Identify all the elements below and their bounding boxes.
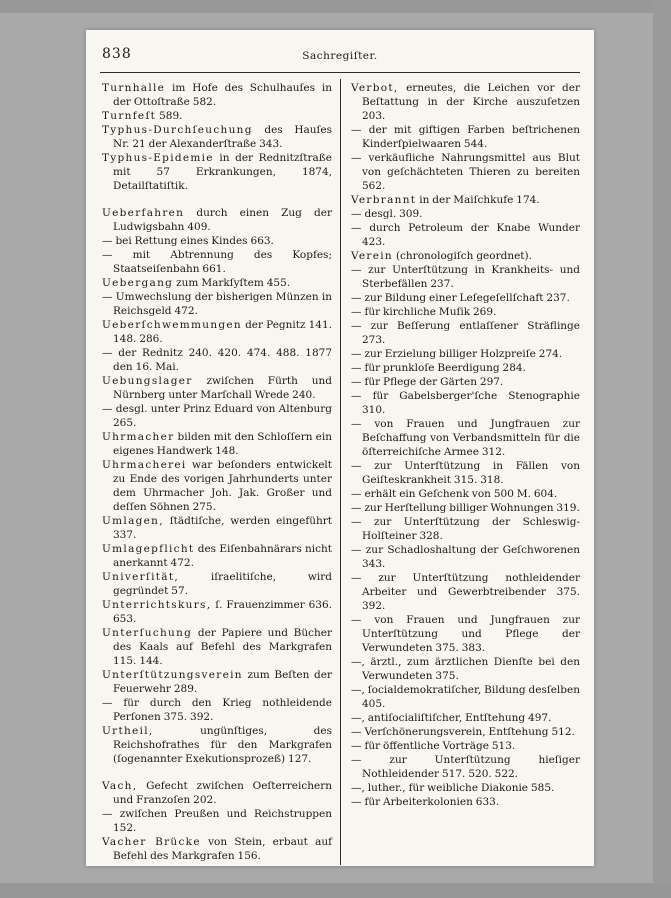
index-entry: [102, 458, 332, 514]
index-entry: [351, 123, 580, 151]
scan-edge-right: [653, 0, 671, 898]
index-entry: [102, 514, 332, 542]
index-entry: [102, 402, 332, 430]
entry-text: — bei Rettung eines Kindes 663.: [102, 235, 274, 247]
index-entry: [351, 571, 580, 613]
index-entry: [351, 263, 580, 291]
entry-headword: Vach,: [102, 780, 138, 792]
entry-text: in der Rednitzſtraße mit 57 Erkrankungen, 1874, Detailſtatiſtik.: [113, 152, 332, 192]
entry-headword: Vacher Brücke: [102, 836, 201, 848]
entry-text: in der Maiſchkufe 174.: [416, 194, 540, 206]
scan-edge-top: [0, 0, 671, 13]
index-entry: [351, 543, 580, 571]
entry-headword: Unterſuchung: [102, 627, 193, 639]
page-title: Sachregiſter.: [302, 50, 378, 62]
index-entry: [351, 781, 580, 795]
index-entry: [351, 725, 580, 739]
index-entry: [102, 248, 332, 276]
index-entry: [102, 206, 332, 234]
entry-text: — durch Petroleum der Knabe Wunder 423.: [351, 222, 580, 248]
index-entry: [351, 795, 580, 809]
entry-text: Gefecht zwiſchen Oeſterreichern und Franzoſen 202.: [113, 780, 332, 806]
entry-text: — desgl. 309.: [351, 208, 423, 220]
entry-text: durch einen Zug der Ludwigsbahn 409.: [113, 207, 332, 233]
index-entry: [351, 501, 580, 515]
entry-text: erneutes, die Leichen vor der Beſtattung in der Kirche auszuſetzen 203.: [362, 82, 580, 122]
index-entry: [351, 221, 580, 249]
entry-headword: Unterrichtskurs,: [102, 599, 212, 611]
entry-headword: Verein: [351, 250, 393, 262]
entry-text: — für Pflege der Gärten 297.: [351, 376, 504, 388]
index-entry: [102, 542, 332, 570]
entry-text: im Hofe des Schulhauſes in der Ottoſtraße 582.: [113, 82, 332, 108]
entry-headword: Turnfeſt: [102, 110, 157, 122]
entry-text: — zwiſchen Preußen und Reichstruppen 152.: [102, 808, 332, 834]
index-entry: [351, 711, 580, 725]
index-entry: [102, 318, 332, 346]
page-header: [98, 46, 582, 68]
entry-text: — zur Unterſtützung in Fällen von Geiſteskrankheit 315. 318.: [351, 460, 580, 486]
entry-text: — zur Schadloshaltung der Geſchworenen 343.: [351, 544, 580, 570]
entry-headword: Unterſtützungsverein: [102, 669, 243, 681]
entry-text: — erhält ein Geſchenk von 500 M. 604.: [351, 488, 558, 500]
entry-text: ſ. Frauenzimmer 636. 653.: [113, 599, 332, 625]
entry-headword: Uhrmacher: [102, 431, 175, 443]
entry-headword: Uhrmacherei: [102, 459, 187, 471]
index-entry: [102, 807, 332, 835]
index-entry: [351, 305, 580, 319]
entry-text: bilden mit den Schloſſern ein eigenes Handwerk 148.: [113, 431, 332, 457]
entry-text: des Hauſes Nr. 21 der Alexanderſtraße 343.: [113, 124, 332, 150]
entry-headword: Urtheil,: [102, 725, 154, 737]
index-entry: [351, 739, 580, 753]
entry-text: — Umwechslung der bisherigen Münzen in Reichsgeld 472.: [102, 291, 332, 317]
index-entry: [102, 151, 332, 193]
index-entry: [102, 109, 332, 123]
index-entry: [102, 276, 332, 290]
entry-text: ſtädtiſche, werden eingeführt 337.: [113, 515, 332, 541]
entry-headword: Verbrannt: [351, 194, 417, 206]
index-entry: [102, 234, 332, 248]
index-entry: [351, 655, 580, 683]
index-entry: [102, 290, 332, 318]
header-rule: [100, 72, 580, 73]
entry-headword: Umlagen,: [102, 515, 164, 527]
entry-text: — zur Beſſerung entlaſſener Sträflinge 273.: [351, 320, 580, 346]
index-entry: [102, 81, 332, 109]
entry-text: des Eiſenbahnärars nicht anerkannt 472.: [113, 543, 332, 569]
index-entry: [351, 361, 580, 375]
right-column: [340, 79, 582, 865]
entry-text: — zur Unterſtützung der Schleswig-Holſteiner 328.: [351, 516, 580, 542]
entry-text: — mit Abtrennung des Kopfes; Staatseiſenbahn 661.: [102, 249, 332, 275]
page-number: 838: [102, 46, 132, 62]
entry-text: war beſonders entwickelt zu Ende des vorigen Jahrhunderts unter dem Uhrmacher Joh. Jak. Großer und deſſen Söhnen 275.: [113, 459, 332, 513]
index-entry: [351, 193, 580, 207]
index-entry: [351, 347, 580, 361]
entry-text: — Verſchönerungsverein, Entſtehung 512.: [351, 726, 575, 738]
entry-text: (chronologiſch geordnet).: [393, 250, 532, 262]
index-entry: [351, 375, 580, 389]
entry-text: zwiſchen Fürth und Nürnberg unter Marſchall Wrede 240.: [113, 375, 332, 401]
index-entry: [102, 570, 332, 598]
index-entry: [102, 598, 332, 626]
entry-text: — zur Unterſtützung in Krankheits- und Sterbefällen 237.: [351, 264, 580, 290]
index-entry: [351, 683, 580, 711]
entry-text: —, antiſocialiſtiſcher, Entſtehung 497.: [351, 712, 552, 724]
entry-text: zum Markſyſtem 455.: [173, 277, 291, 289]
entry-text: —, luther., für weibliche Diakonie 585.: [351, 782, 555, 794]
index-entry: [351, 753, 580, 781]
index-entry: [102, 779, 332, 807]
entry-text: der Pegnitz 141. 148. 286.: [113, 319, 332, 345]
entry-text: — für Arbeiterkolonien 633.: [351, 796, 500, 808]
entry-text: ungünſtiges, des Reichshofrathes für den Markgrafen (ſogenannter Exekutionsprozeß) 127.: [113, 725, 332, 765]
entry-text: —, ſocialdemokratiſcher, Bildung desſelben 405.: [351, 684, 580, 710]
entry-text: — desgl. unter Prinz Eduard von Altenburg 265.: [102, 403, 332, 429]
entry-text: — zur Unterſtützung hieſiger Nothleidender 517. 520. 522.: [351, 754, 580, 780]
entry-text: — von Frauen und Jungfrauen zur Unterſtützung und Pflege der Verwundeten 375. 383.: [351, 614, 580, 654]
index-entry: [102, 668, 332, 696]
index-entry: [351, 459, 580, 487]
entry-text: — für öffentliche Vorträge 513.: [351, 740, 516, 752]
entry-text: iſraelitiſche, wird gegründet 57.: [113, 571, 332, 597]
entry-text: — von Frauen und Jungfrauen zur Beſchaffung von Verbandsmitteln für die öſterreichiſche Armee 312.: [351, 418, 580, 458]
entry-text: — zur Erzielung billiger Holzpreiſe 274.: [351, 348, 563, 360]
entry-text: — für kirchliche Muſik 269.: [351, 306, 497, 318]
book-page: [86, 30, 594, 866]
entry-text: zum Beſten der Feuerwehr 289.: [113, 669, 332, 695]
index-entry: [351, 613, 580, 655]
scan-edge-bottom: [0, 883, 671, 898]
entry-text: 589.: [156, 110, 183, 122]
index-entry: [351, 81, 580, 123]
entry-text: — für durch den Krieg nothleidende Perſonen 375. 392.: [102, 697, 332, 723]
entry-headword: Uebungslager: [102, 375, 193, 387]
entry-headword: Uebergang: [102, 277, 174, 289]
entry-headword: Univerſität,: [102, 571, 180, 583]
entry-text: — für Gabelsberger'ſche Stenographie 310.: [351, 390, 580, 416]
entry-text: — zur Herſtellung billiger Wohnungen 319.: [351, 502, 580, 514]
entry-text: — der mit giftigen Farben beſtrichenen Kinderſpielwaaren 544.: [351, 124, 580, 150]
index-entry: [351, 207, 580, 221]
index-entry: [102, 374, 332, 402]
entry-text: von Stein, erbaut auf Befehl des Markgrafen 156.: [113, 836, 332, 862]
entry-text: — verkäufliche Nahrungsmittel aus Blut von geſchächteten Thieren zu bereiten 562.: [351, 152, 580, 192]
entry-headword: Turnhalle: [102, 82, 166, 94]
index-entry: [102, 696, 332, 724]
index-entry: [102, 626, 332, 668]
index-entry: [102, 346, 332, 374]
index-entry: [351, 389, 580, 417]
index-columns: [98, 79, 582, 865]
entry-text: — zur Bildung einer Leſegeſellſchaft 237.: [351, 292, 570, 304]
entry-text: —, ärztl., zum ärztlichen Dienſte bei den Verwundeten 375.: [351, 656, 580, 682]
index-entry: [102, 123, 332, 151]
entry-headword: Ueberſchwemmungen: [102, 319, 242, 331]
index-entry: [351, 249, 580, 263]
index-entry: [102, 430, 332, 458]
entry-text: — für prunkloſe Beerdigung 284.: [351, 362, 526, 374]
index-entry: [102, 724, 332, 766]
index-entry: [351, 515, 580, 543]
index-entry: [102, 835, 332, 863]
entry-text: — zur Unterſtützung nothleidender Arbeiter und Gewerbtreibender 375. 392.: [351, 572, 580, 612]
index-entry: [351, 319, 580, 347]
index-entry: [351, 487, 580, 501]
entry-text: — der Rednitz 240. 420. 474. 488. 1877 den 16. Mai.: [102, 347, 332, 373]
entry-headword: Ueberfahren: [102, 207, 185, 219]
entry-headword: Typhus-Epidemie: [102, 152, 214, 164]
index-entry: [351, 417, 580, 459]
index-entry: [351, 151, 580, 193]
entry-text: der Papiere und Bücher des Kaals auf Befehl des Markgrafen 115. 144.: [113, 627, 332, 667]
entry-headword: Umlagepflicht: [102, 543, 195, 555]
left-column: [98, 79, 340, 865]
index-entry: [351, 291, 580, 305]
entry-headword: Typhus-Durchſeuchung: [102, 124, 253, 136]
entry-headword: Verbot,: [351, 82, 399, 94]
